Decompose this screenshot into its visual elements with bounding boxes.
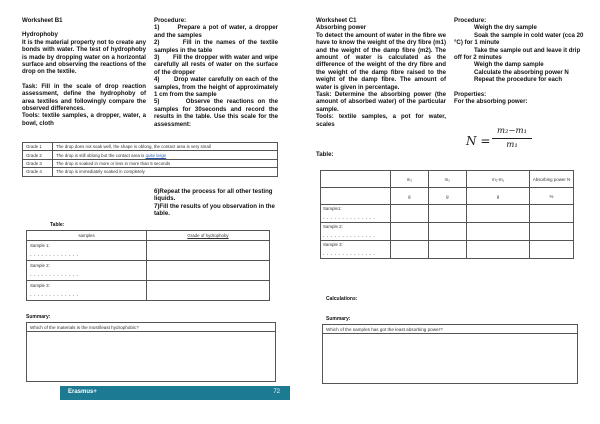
formula-intro: For the absorbing power: (454, 98, 528, 106)
right-page (300, 0, 600, 424)
absorbing-task: Task: Determine the absorbing power (the amount of absorbed water) of the particular sample. (316, 91, 446, 113)
grade-description: The drop is still oblong but the contact area is quite large (53, 151, 278, 159)
formula-denominator: m₁ (506, 140, 518, 150)
hydrophoby-topic: Hydrophoby (22, 31, 58, 39)
procedure-c1-heading: Procedure: (454, 17, 487, 24)
procedure-b1-step5: 5) Observe the reactions on the samples for 30seconds and record the results in the table. Use this scale for the assessment: (154, 98, 278, 128)
value-cell[interactable] (428, 241, 466, 259)
formula-lhs: N = (466, 134, 491, 148)
value-cell[interactable] (530, 205, 574, 223)
procedure-c1-step1: Weigh the dry sample (474, 24, 537, 32)
unit-diff: g (467, 188, 530, 205)
grade-input-cell[interactable] (147, 261, 270, 281)
col-diff-header: m₂-m₁ (467, 171, 530, 188)
procedure-b1-step6: 6)Repeat the process for all other testing liquids. (154, 188, 273, 203)
hydrophoby-task: Task: Fill in the scale of drop reaction assessment, define the hydrophoby of area textiles and followingly compare the observed differences. (22, 82, 146, 113)
b1-summary-question: Which of the materials is the most/least hydrophobic? (27, 323, 275, 332)
calculations-label: Calculations: (326, 296, 358, 302)
procedure-b1-step1: 1) Prepare a pot of water, a dropper and the samples (154, 24, 278, 39)
absorbing-power-table (320, 170, 574, 259)
grade-input-cell[interactable] (147, 241, 270, 261)
table-header-row (321, 171, 574, 188)
procedure-c1-step2: Soak the sample in cold water (cca 20 °C) for 1 minute (454, 31, 584, 47)
grade-row (23, 151, 278, 159)
col-m2-header: m₂ (428, 171, 466, 188)
procedure-b1-heading: Procedure: (154, 17, 187, 24)
grade-row (23, 159, 278, 167)
c1-table-label: Table: (316, 151, 334, 158)
table-units-row (321, 188, 574, 205)
grade-label: Grade 2 (23, 151, 53, 159)
procedure-b1-step2: 2) Fill in the names of the textile samples in the table (154, 39, 278, 54)
table-row (27, 281, 270, 301)
grade-description: The drop is soaked in more or less in more than 5 seconds (53, 159, 278, 167)
hydrophoby-intro: It is the material property not to create any bonds with water. The test of hydrophoby is made by dropping water on a horizontal surface and observing the reactions of the drop on the textile. (22, 38, 146, 76)
value-cell[interactable] (428, 205, 466, 223)
formula-numerator: m₂−m₁ (492, 126, 532, 139)
units-empty-cell (321, 188, 391, 205)
sample-name-cell[interactable]: Sample 2: - - - - - - - - - - - - - (27, 261, 147, 281)
grade-description: The drop does not soak well, the shape is oblong, the contact area is very small (53, 143, 278, 151)
unit-power: % (530, 188, 574, 205)
value-cell[interactable] (391, 205, 429, 223)
procedure-c1-step5: Calculate the absorbing power N (474, 68, 569, 76)
worksheet-b1-column (22, 17, 146, 127)
unit-m1: g (391, 188, 429, 205)
b1-table-label: Table: (50, 222, 65, 228)
c1-summary-box[interactable] (322, 324, 578, 384)
table-row (321, 241, 574, 259)
table-row (27, 241, 270, 261)
grade-row (23, 168, 278, 176)
worksheet-b1-title: Worksheet B1 (22, 17, 63, 24)
sample-name-cell[interactable]: Sample1: - - - - - - - - - - - - - - (321, 205, 391, 223)
procedure-b1-step4: 4) Drop water carefully on each of the samples, from the height of approximately 1 cm from the sample (154, 76, 278, 99)
procedure-c1-step3: Take the sample out and leave it drip off for 2 minutes (454, 46, 581, 62)
grade-label: Grade 4 (23, 168, 53, 176)
value-cell[interactable] (530, 223, 574, 241)
absorbing-topic: Absorbing power (316, 24, 367, 32)
procedure-b1-continued (154, 188, 278, 218)
b1-summary-label: Summary: (26, 314, 51, 320)
procedure-c1-step6: Repeat the procedure for each (474, 76, 563, 84)
value-cell[interactable] (467, 223, 530, 241)
grade-label: Grade 1 (23, 143, 53, 151)
table-row (27, 261, 270, 281)
value-cell[interactable] (530, 241, 574, 259)
b1-summary-box[interactable] (26, 322, 276, 382)
hydrophoby-tools: Tools: textile samples, a dropper, water, a bowl, cloth (22, 112, 146, 127)
erasmus-logo: Erasmus+ (68, 389, 97, 395)
page-number: 72 (273, 389, 280, 395)
col-power-header: Absorbing power N (530, 171, 574, 188)
table-row (321, 223, 574, 241)
grade-input-cell[interactable] (147, 281, 270, 301)
value-cell[interactable] (391, 241, 429, 259)
formula-fraction (492, 126, 532, 150)
sample-name-cell[interactable]: Sample 3: - - - - - - - - - - - - - (27, 281, 147, 301)
grade-description: The drop is immediately soaked in completely (53, 168, 278, 176)
procedure-b1-step3: 3) Fill the dropper with water and wipe carefully all rests of water on the surface of the dropper (154, 54, 278, 76)
value-cell[interactable] (467, 205, 530, 223)
table-header-row (27, 231, 270, 241)
grade-row (23, 143, 278, 151)
table-row (321, 205, 574, 223)
col-samples-header: samples (27, 231, 147, 241)
col-m1-header: m₁ (391, 171, 429, 188)
drop-grade-scale-table (22, 142, 278, 177)
value-cell[interactable] (428, 223, 466, 241)
absorbing-intro: To detect the amount of water in the fibre we have to know the weight of the dry fibre (m1) and the weight of the damp fibre (m2). The amount of water is calculated as the difference of the weight of the dry fibre and the weight of the damp fibre raised to the weight of the damp fibre. The amount of water is given in percentage. (316, 31, 446, 91)
procedure-b1-step7: 7)Fill the results of you observation in the table. (154, 202, 275, 218)
grade-label: Grade 3 (23, 159, 53, 167)
worksheet-c1-column (316, 17, 446, 128)
absorbing-power-formula (466, 126, 576, 158)
value-cell[interactable] (467, 241, 530, 259)
properties-heading: Properties: (454, 90, 487, 98)
absorbing-tools: Tools: textile samples, a pot for water, scales (316, 113, 446, 128)
sample-name-cell[interactable]: Sample 1: - - - - - - - - - - - - - (27, 241, 147, 261)
unit-m2: g (428, 188, 466, 205)
procedure-c1-step4: Weigh the damp sample (474, 61, 544, 69)
sample-name-cell[interactable]: Sample 3: - - - - - - - - - - - - - - (321, 241, 391, 259)
sample-name-cell[interactable]: Sample 2: - - - - - - - - - - - - - - (321, 223, 391, 241)
procedure-c1-column (454, 17, 586, 105)
procedure-b1-column (154, 17, 278, 128)
header-empty-cell (321, 171, 391, 188)
footer-bar (60, 386, 290, 400)
grade-link[interactable]: quite large (145, 152, 167, 158)
col-grade-header: Grade of hydrophoby (147, 231, 270, 241)
hydrophoby-samples-table (26, 230, 270, 301)
value-cell[interactable] (391, 223, 429, 241)
c1-summary-question: Which of the samples has got the least absorbing power? (323, 325, 577, 334)
worksheet-c1-title: Worksheet C1 (316, 17, 357, 24)
c1-summary-label: Summary: (326, 316, 351, 322)
